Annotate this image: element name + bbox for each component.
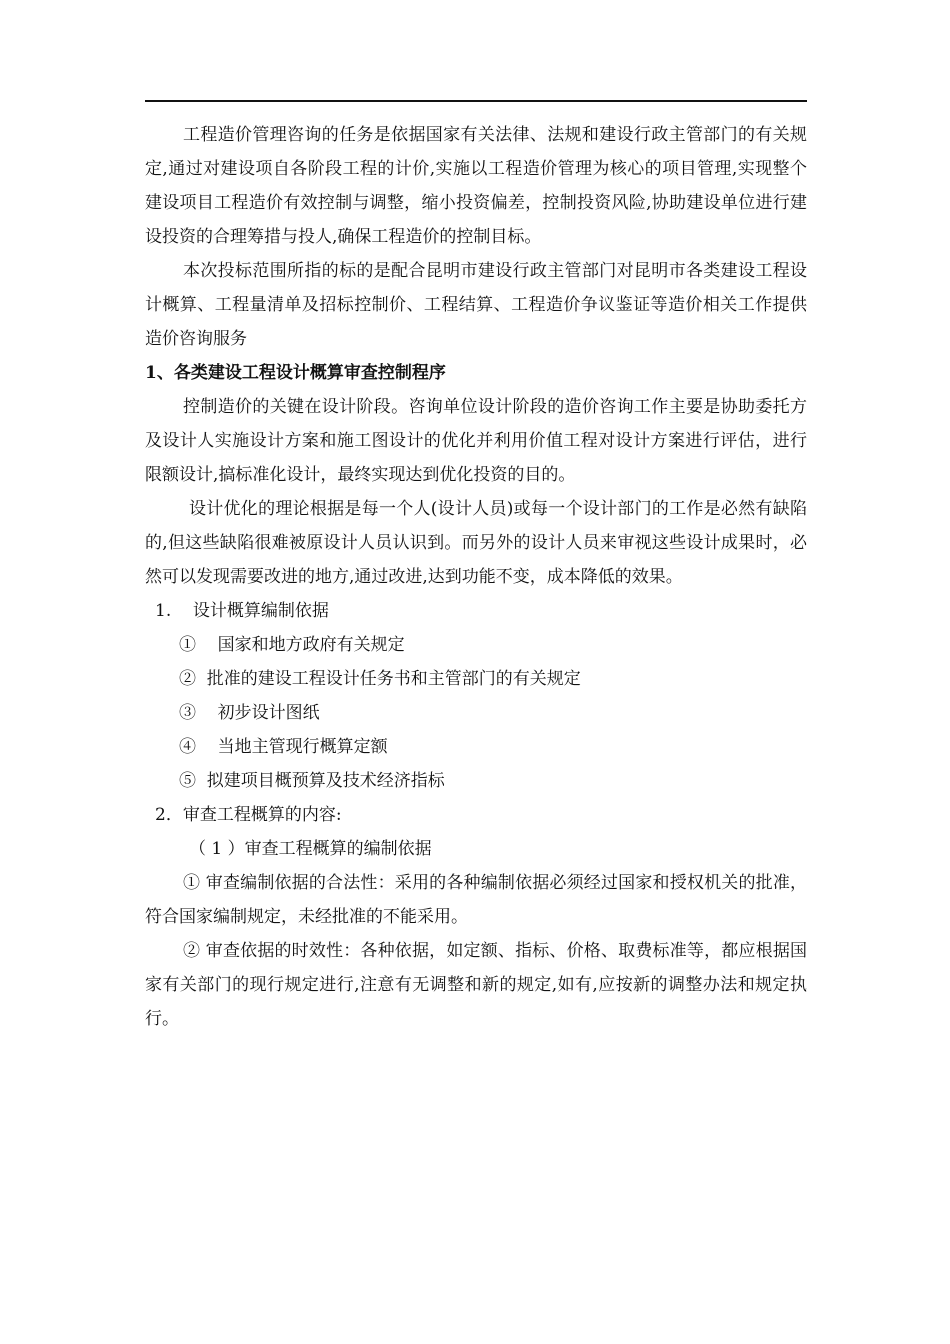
paragraph-design-optimization: 设计优化的理论根据是每一个人(设计人员)或每一个设计部门的工作是必然有缺陷的,但这些缺陷很难被原设计人员认识到。而另外的设计人员来审视这些设计成果时，必然可以发现需要改进的地方,通过改进,达到功能不变，成本降低的效果。 <box>145 499 807 587</box>
header-rule <box>145 100 807 102</box>
subsection-review-basis: （ 1 ）审查工程概算的编制依据 <box>189 839 432 859</box>
list-item: ② 批准的建设工程设计任务书和主管部门的有关规定 <box>179 669 581 689</box>
subsection-review: 2．审查工程概算的内容: <box>155 805 342 825</box>
list-item: ① 国家和地方政府有关规定 <box>179 635 405 655</box>
paragraph-legality: ① 审查编制依据的合法性：采用的各种编制依据必须经过国家和授权机关的批准，符合国家编制规定，未经批准的不能采用。 <box>145 873 807 927</box>
section-heading: 1、各类建设工程设计概算审查控制程序 <box>145 363 446 383</box>
paragraph-scope: 本次投标范围所指的标的是配合昆明市建设行政主管部门对昆明市各类建设工程设计概算、工程量清单及招标控制价、工程结算、工程造价争议鉴证等造价相关工作提供造价咨询服务 <box>145 261 807 349</box>
paragraph-task: 工程造价管理咨询的任务是依据国家有关法律、法规和建设行政主管部门的有关规定,通过对建设项自各阶段工程的计价,实施以工程造价管理为核心的项目管理,实现整个建设项目工程造价有效控制与调整，缩小投资偏差，控制投资风险,协助建设单位进行建设投资的合理筹措与投人,确保工程造价的控制目标。 <box>145 125 807 247</box>
document-body <box>145 118 807 1036</box>
subsection-basis: 1. 设计概算编制依据 <box>155 601 329 621</box>
list-item: ③ 初步设计图纸 <box>179 703 320 723</box>
paragraph-design-stage: 控制造价的关键在设计阶段。咨询单位设计阶段的造价咨询工作主要是协助委托方及设计人实施设计方案和施工图设计的优化并利用价值工程对设计方案进行评估，进行限额设计,搞标准化设计，最终实现达到优化投资的目的。 <box>145 397 807 485</box>
list-item: ④ 当地主管现行概算定额 <box>179 737 388 757</box>
list-item: ⑤ 拟建项目概预算及技术经济指标 <box>179 771 445 791</box>
paragraph-timeliness: ② 审查依据的时效性：各种依据，如定额、指标、价格、取费标准等，都应根据国家有关部门的现行规定进行,注意有无调整和新的规定,如有,应按新的调整办法和规定执行。 <box>145 941 807 1029</box>
